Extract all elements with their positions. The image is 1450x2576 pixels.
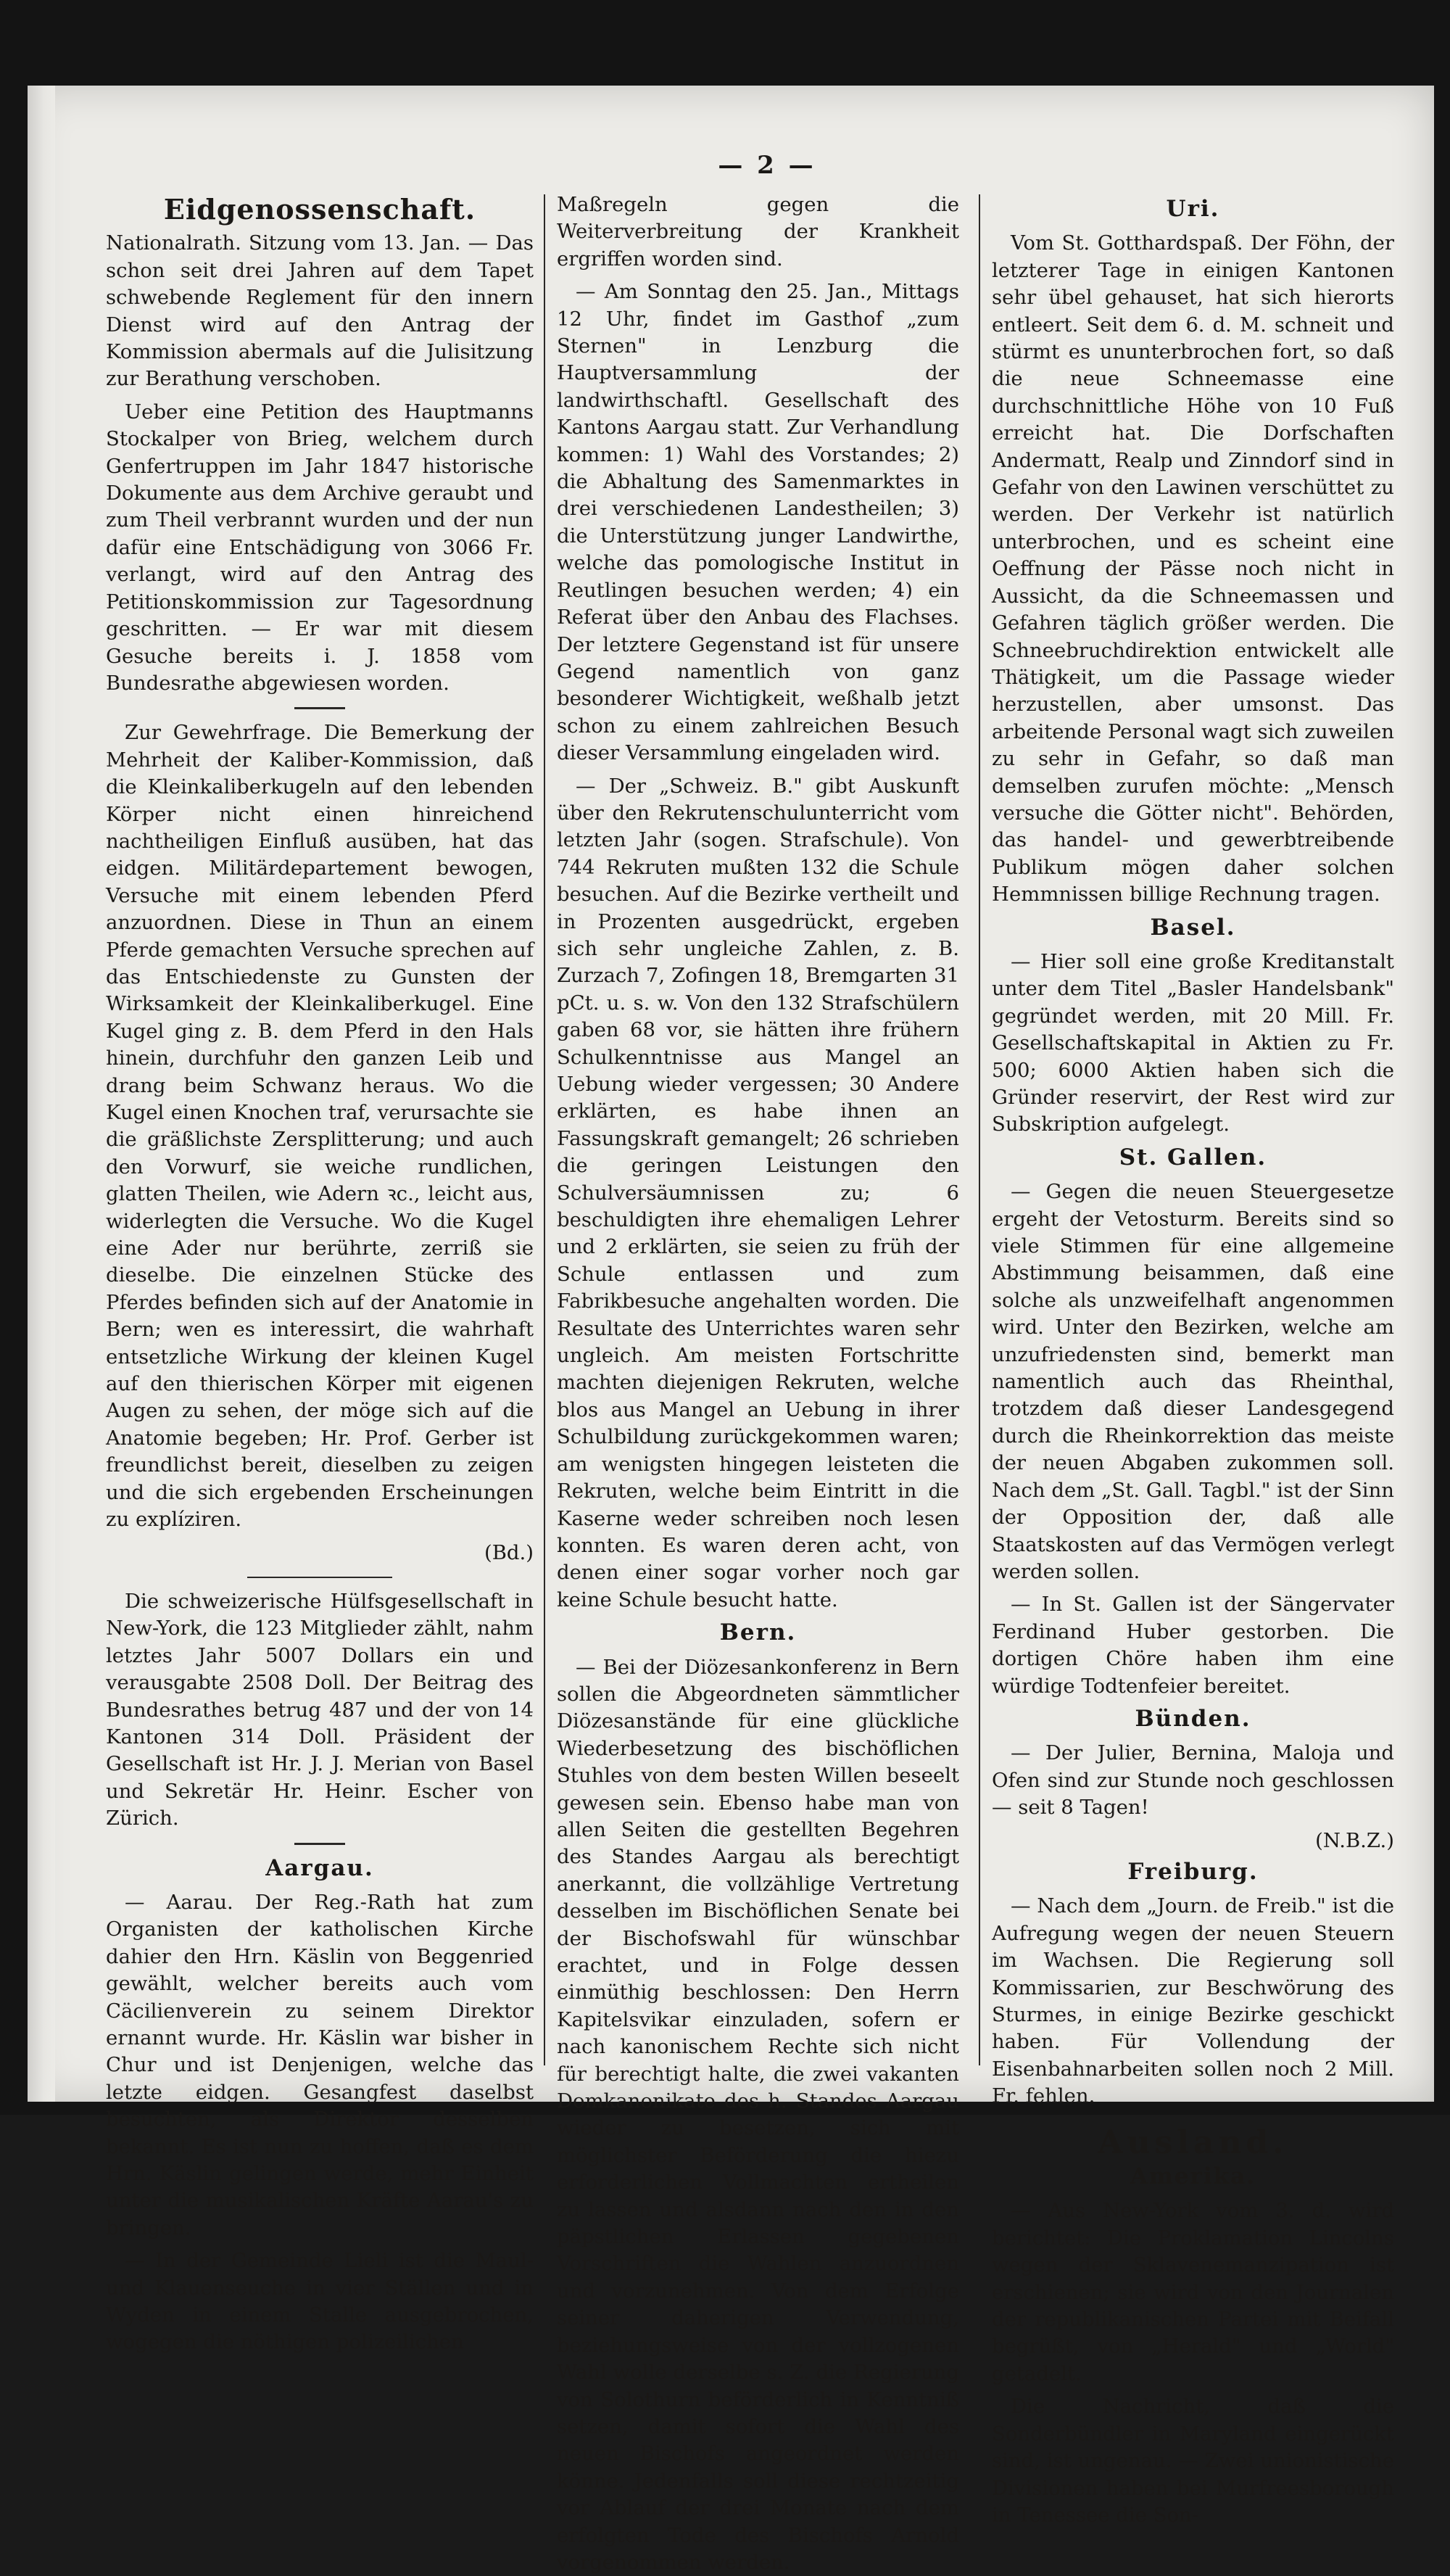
- separator: [294, 707, 345, 709]
- section-title-st-gallen: St. Gallen.: [1119, 1144, 1267, 1171]
- section-title-ausland: Ausland.: [1098, 2123, 1288, 2161]
- section-title-amerika: Amerika.: [1130, 2163, 1256, 2190]
- article-gotthard: Vom St. Gotthardspaß. Der Föhn, der letzterer Tage in einigen Kantonen sehr übel gehauset, hat sich hierorts entleert. Seit dem 6. d. M. schneit und stürmt es ununterbrochen fort, so daß die neue Schneemasse eine durchschnittliche Höhe von 10 Fuß erreicht hat. Die Dorfschaften Andermatt, Realp und Zinndorf sind in Gefahr von den Lawinen verschüttet zu werden. Der Verkehr ist natürlich unterbrochen, und es scheint eine Oeffnung der Pässe noch nicht in Aussicht, da die Schneemassen und Gefahren täglich größer werden. Die Schneebruchdirektion entwickelt alle Thätigkeit, um die Passage wieder herzustellen, aber umsonst. Das arbeitende Personal wagt sich zuweilen zu sehr in Gefahr, so daß man demselben zurufen möchte: „Mensch versuche die Götter nicht". Behörden, das handel- und gewerbtreibende Publikum mögen daher solchen Hemmnissen billige Rechnung tragen.: [992, 231, 1394, 907]
- column-rule: [544, 194, 545, 2065]
- article-gewehrfrage: Zur Gewehrfrage. Die Bemerkung der Mehrheit der Kaliber-Kommission, daß die Kleinkaliberkugeln auf den lebenden Körper nicht einen hinreichend nachtheiligen Einfluß ausüben, hat das eidgen. Militärdepartement bewogen, Versuche mit einem lebenden Pferd anzuordnen. Diese in Thun an einem Pferde gemachten Versuche sprechen auf das Entschiedenste zu Gunsten der Wirksamkeit der Kleinkaliberkugel. Eine Kugel ging z. B. dem Pferd in den Hals hinein, durchfuhr den ganzen Leib und drang beim Schwanz heraus. Wo die Kugel einen Knochen traf, verursachte sie die gräßlichste Zersplitterung; und auch den Vorwurf, sie weiche rundlichen, glatten Theilen, wie Adern ꝛc., leicht aus, widerlegten die Versuche. Wo die Kugel eine Ader nur berührte, zerriß sie dieselbe. Die einzelnen Stücke des Pferdes befinden sich auf der Anatomie in Bern; wen es interessirt, die wahrhaft entsetzliche Wirkung der kleinen Kugel auf den thierischen Körper mit eigenen Augen zu sehen, der möge sich auf die Anatomie begeben; Hr. Prof. Gerber ist freundlichst bereit, dieselben zu zeigen und die sich ergebenden Erscheinungen zu explíziren.: [106, 721, 534, 1532]
- column-1: [106, 191, 534, 2354]
- article-lenzburg: — Am Sonntag den 25. Jan., Mittags 12 Uhr, findet im Gasthof „zum Sternen" in Lenzburg die Hauptversammlung der landwirthschaftl. Gesellschaft des Kantons Aargau statt. Zur Verhandlung kommen: 1) Wahl des Vorstandes; 2) die Abhaltung des Samenmarktes in drei verschiedenen Landestheilen; 3) die Unterstützung junger Landwirthe, welche das pomologische Institut in Reutlingen besuchen werden; 4) ein Referat über den Anbau des Flachses. Der letztere Gegenstand ist für unsere Gegend namentlich von ganz besonderer Wichtigkeit, weßhalb jetzt schon zu einem zahlreichen Besuch dieser Versammlung eingeladen wird.: [557, 280, 959, 765]
- section-title-buenden: Bünden.: [1135, 1705, 1251, 1732]
- article-huelfsgesellschaft: Die schweizerische Hülfsgesellschaft in New-York, die 123 Mitglieder zählt, nahm letztes Jahr 5007 Dollars ein und verausgabte 2508 Doll. Der Beitrag des Bundesrathes betrug 487 und der von 14 Kantonen 314 Doll. Präsident der Gesellschaft ist Hr. J. J. Merian von Basel und Sekretär Hr. Heinr. Escher von Zürich.: [106, 1589, 534, 1830]
- article-signature: (Bd.): [484, 1540, 534, 1564]
- article-continuation: Maßregeln gegen die Weiterverbreitung der Krankheit ergriffen worden sind.: [557, 193, 959, 271]
- article-dioezesankonferenz: — Bei der Diözesankonferenz in Bern sollen die Abgeordneten sämmtlicher Diözesanstände für eine glückliche Wiederbesetzung des bischöflichen Stuhles von dem besten Willen beseelt gewesen sein. Ebenso habe man von allen Seiten die gestellten Begehren des Standes Aargau als berechtigt anerkannt, die vollzählige Vertretung desselben im Bischöflichen Senate bei der Bischofswahl für wünschbar erachtet, und in Folge dessen einmüthig beschlossen: Den Herrn Kapitelsvikar einzuladen, sofern er nach kanonischem Rechte sich nicht für berechtigt halte, die zwei vakanten Domkanonikate des h. Standes Aargau wieder zu besetzen, sich mit möglichster Beförderung die hiezu erforderlichen Vollmachten ertheilen zu lassen und alsdann nach den in den päpstlichen Erlassen gegebenen Vorschriften die Wahlen anzuordnen und vorzunehmen. Von dem Erfolge seiner daherigen Verwendung, beziehungsweise von der vollzogenen Wahl wolle derselbe s. Z. die Regierung von Solothurn beförderlich in Kenntniß setzen, damit sofort die Wahl des neuen Bischofs angeordnet werden könne. Jedenfalls soll diese rechtzeitig vor Ablauf der drei Monate nach dem erfolgten Tode des Bischofs Arnold vorgenommen werden.: [557, 1655, 959, 2574]
- column-2: [557, 191, 959, 2574]
- article-freiburg: — Nach dem „Journ. de Freib." ist die Aufregung wegen der neuen Steuern im Wachsen. Die Regierung soll Kommissarien, zur Beschwörung des Sturmes, in einige Bezirke geschickt haben. Für Vollendung der Eisenbahnarbeiten sollen noch 2 Mill. Fr. fehlen.: [992, 1894, 1394, 2108]
- separator: [294, 1843, 345, 1845]
- article-nationalrath: Nationalrath. Sitzung vom 13. Jan. — Das schon seit drei Jahren auf dem Tapet schwebende Reglement für den innern Dienst wird auf den Antrag der Kommission abermals auf die Julisitzung zur Berathung verschoben.: [106, 231, 534, 391]
- column-rule: [979, 194, 980, 2065]
- article-maryland: Die Nachricht, daß die Sonderbündler in Maryland eingerückt sind, ist ungenau. — Zwei unionistische Divisionen haben bei Murfreesborough in Tenessee die Son-: [992, 2395, 1394, 2527]
- article-saengervater: — In St. Gallen ist der Sängervater Ferdinand Huber gestorben. Die dortigen Chöre haben ihm eine würdige Todtenfeier bereitet.: [992, 1593, 1394, 1698]
- article-rekrutenschule: — Der „Schweiz. B." gibt Auskunft über den Rekrutenschulunterricht vom letzten Jahr (sogen. Strafschule). Von 744 Rekruten mußten 132 die Schule besuchen. Auf die Bezirke vertheilt und in Prozenten ausgedrückt, ergeben sich sehr ungleiche Zahlen, z. B. Zurzach 7, Zofingen 18, Bremgarten 31 pCt. u. s. w. Von den 132 Strafschülern gaben 68 vor, sie hätten ihre frühern Schulkenntnisse aus Mangel an Uebung wieder vergessen; 30 Andere erklärten, es habe ihnen an Fassungskraft gemangelt; 26 schrieben die geringen Leistungen den Schulversäumnissen zu; 6 beschuldigten ihre ehemaligen Lehrer und 2 erklärten, sie seien zu früh der Schule entlassen und zum Fabrikbesuche angehalten worden. Die Resultate des Unterrichtes waren sehr ungleich. Am meisten Fortschritte machten diejenigen Rekruten, welche blos aus Mangel an Uebung in ihrer Schulbildung zurückgekommen waren; am wenigsten hingegen leisteten die Rekruten, welche beim Eintritt in die Kaserne weder schreiben noch lesen konnten. Es waren deren acht, von denen einer sogar vorher noch gar keine Schule besucht hatte.: [557, 774, 959, 1611]
- article-paesse: — Der Julier, Bernina, Maloja und Ofen sind zur Stunde noch geschlossen — seit 8 Tagen!: [992, 1741, 1394, 1820]
- article-petition: Ueber eine Petition des Hauptmanns Stockalper von Brieg, welchem durch Genfertruppen im Jahr 1847 historische Dokumente aus dem Archive geraubt und zum Theil verbrannt wurden und der nun dafür eine Entschädigung von 3066 Fr. verlangt, wird auf den Antrag des Petitionskommission zur Tagesordnung geschritten. — Er war mit diesem Gesuche bereits i. J. 1858 vom Bundesrathe abgewiesen worden.: [106, 400, 534, 695]
- newspaper-page: [28, 86, 1434, 2574]
- article-steuergesetze: — Gegen die neuen Steuergesetze ergeht der Vetosturm. Bereits sind so viele Stimmen für eine allgemeine Abstimmung beisammen, daß eine solche als unzweifelhaft angenommen wird. Unter den Bezirken, welche am unzufriedensten sind, bemerkt man namentlich auch das Rheinthal, trotzdem daß dieser Landesgegend durch die Rheinkorrektion das meiste der neuen Abgaben zukommen soll. Nach dem „St. Gall. Tagbl." ist der Sinn der Opposition der, daß alle Staatskosten auf das Vermögen verlegt werden sollen.: [992, 1180, 1394, 1583]
- column-3: [992, 191, 1394, 2527]
- section-title-eidgenossenschaft: Eidgenossenschaft.: [163, 193, 476, 226]
- page-spine: [28, 86, 55, 2102]
- section-title-bern: Bern.: [719, 1619, 797, 1646]
- separator: [247, 1577, 392, 1578]
- article-basel: — Hier soll eine große Kreditanstalt unter dem Titel „Basler Handelsbank" gegründet werden, mit 20 Mill. Fr. Gesellschaftskapital in Aktien zu Fr. 500; 6000 Aktien haben sich die Gründer reservirt, der Rest wird zur Subskription aufgelegt.: [992, 949, 1394, 1136]
- article-aarau: — Aarau. Der Reg.-Rath hat zum Organisten der katholischen Kirche dahier den Hrn. Käslin von Beggenried gewählt, welcher bereits auch vom Cäcilienverein zu seinem Direktor ernannt wurde. Hr. Käslin war bisher in Chur und ist Denjenigen, welche das letzte eidgen. Gesangfest daselbst besuchten, als Direktor desselben bekannt. Es ist nun zu hoffen, daß es dem Hrn. Käslin gelingen werde, mehr Einheit unter die musikalischen Kräfte Aarau's zu bringen.: [106, 1890, 534, 2239]
- section-title-uri: Uri.: [1166, 196, 1220, 222]
- page-number: — 2 —: [718, 151, 816, 180]
- section-title-basel: Basel.: [1150, 914, 1236, 941]
- article-lieli: — In der Gemeinde Lieli ist die Maul- und Klauenseuche in vier Ställen und in Wyden in einem Stalle ausgebrochen, wogegen die nöthigen polizeilichen: [106, 2249, 534, 2354]
- article-signature: (N.B.Z.): [1315, 1828, 1394, 1852]
- section-title-freiburg: Freiburg.: [1127, 1858, 1259, 1885]
- article-new-york: — Aus New-York vom 3. d. wird berichtet: Die Proklamation Lincolns wegen der Sklavenemanzipation ist erschienen; sie wird von den Journalen der republikanischen Partei mit Beifall begrüßt, von „Herald" und „World" getadelt.: [992, 2199, 1394, 2385]
- section-title-aargau: Aargau.: [265, 1854, 374, 1881]
